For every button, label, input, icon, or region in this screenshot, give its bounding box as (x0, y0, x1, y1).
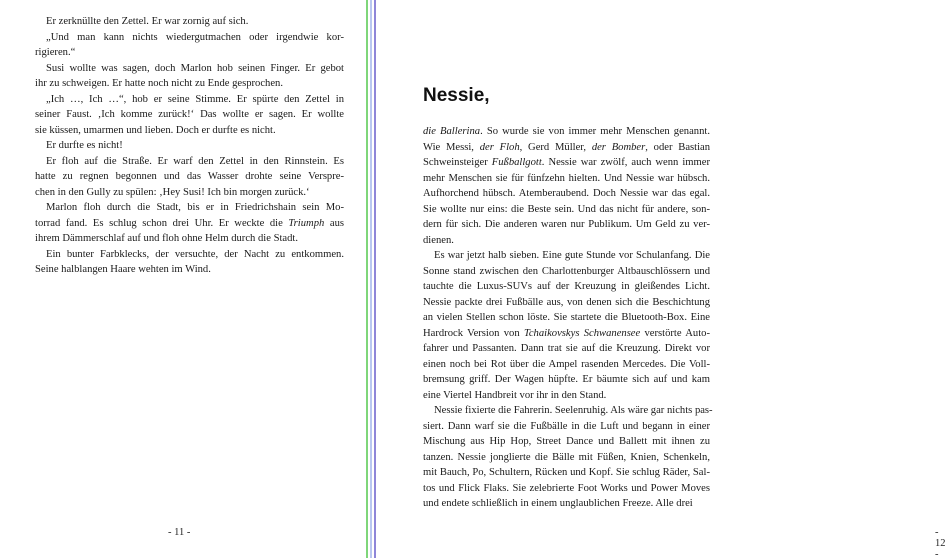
text-line: und endete schließlich in einem unglaublichen Freeze. Alle drei (423, 498, 693, 509)
text-line: Schweinsteiger Fußballgott. Nessie war zwölf, auch wenn immer (423, 157, 711, 168)
text-line: an vielen Stellen schon löste. Sie startete die Bluetooth-Box. Eine (423, 312, 710, 323)
page-number-left: - 11 - (168, 527, 191, 538)
text-line: chen in den Gully zu spülen: ‚Hey Susi! Ich bin morgen zurück.‘ (35, 186, 310, 198)
text-line: dern für sich. Die anderen waren nur Publikum. Um Geld zu ver- (423, 219, 710, 230)
text-line: Er zerknüllte den Zettel. Er war zornig auf sich. (46, 16, 249, 27)
text-line: fahrer und Passanten. Dann trat sie auf die Kreuzung. Direkt vor (423, 343, 710, 354)
left-paragraph (35, 30, 344, 61)
text-line: Nessie packte drei Fußbälle aus, von denen sich die Beschichtung (423, 296, 710, 308)
text-line: siert. Dann warf sie die Fußbälle in die Luft und begann in einer (423, 420, 710, 432)
text-line: Nessie fixierte die Fahrerin. Seelenruhig. Als wäre gar nichts pas- (434, 405, 713, 416)
text-line: Hardrock Version von Tchaikovskys Schwanensee verstörte Auto- (423, 327, 710, 339)
left-page-body (35, 14, 344, 278)
text-line: mit Bauch, Po, Schultern, Rücken und Kopf. Sie schlug Räder, Sal- (423, 467, 710, 478)
left-paragraph (35, 247, 344, 278)
right-paragraph (423, 403, 713, 512)
page-number-right: - 12 - (935, 527, 946, 560)
text-line: Er floh auf die Straße. Er warf den Zettel in den Rinnstein. Es (46, 155, 344, 167)
right-paragraph (423, 124, 710, 248)
text-line: Susi wollte was sagen, doch Marlon hob seinen Finger. Er gebot (46, 62, 344, 74)
right-paragraph (423, 248, 710, 403)
text-line: tanzen. Nessie jonglierte die Bälle mit Füßen, Knien, Schenkeln, (423, 451, 710, 463)
text-line: bremsung griff. Der Wagen hüpfte. Er bäumte sich auf und kam (423, 374, 710, 385)
text-line: Es war jetzt halb sieben. Eine gute Stunde vor Schulanfang. Die (434, 250, 710, 261)
text-line: Ein bunter Farbklecks, der versuchte, der Nacht zu entkommen. (46, 248, 344, 260)
text-line: Marlon floh durch die Stadt, bis er in Friedrichshain sein Mo- (46, 202, 344, 213)
left-paragraph (35, 200, 344, 247)
text-line: seiner Faust. ‚Ich komme zurück!‘ Das wollte er sagen. Er wollte (35, 109, 344, 120)
text-line: die Ballerina. So wurde sie von immer mehr Menschen genannt. (423, 126, 710, 137)
left-paragraph (35, 92, 344, 139)
left-paragraph (35, 154, 344, 201)
text-line: Sie wollte nur eins: die Beste sein. Und das nicht für andere, son- (423, 203, 710, 215)
gutter-line-green (366, 0, 368, 558)
text-line: Wie Messi, der Floh, Gerd Müller, der Bomber, oder Bastian (423, 141, 711, 153)
text-line: „Ich …, Ich …“, hob er seine Stimme. Er spürte den Zettel in (46, 93, 344, 105)
text-line: sie küssen, umarmen und lieben. Doch er durfte es nicht. (35, 124, 276, 136)
right-page-body (423, 124, 713, 512)
text-line: Aufhorchend hübsch. Atemberaubend. Doch Nessie war das egal. (423, 188, 710, 199)
text-line: hatte zu regnen begonnen und das Wasser drohte seine Verspre- (35, 171, 344, 182)
left-paragraph (35, 14, 344, 30)
chapter-heading: Nessie, (423, 85, 490, 106)
text-line: Sonne stand zwischen den Charlottenburger Altbauschlössern und (423, 265, 710, 277)
text-line: ihrem Dämmerschlaf auf und floh ohne Helm durch die Stadt. (35, 233, 299, 244)
text-line: mehr Menschen sie für fünfzehn hielten. Und Nessie war hübsch. (423, 172, 710, 184)
right-page (376, 0, 946, 560)
text-line: torrad fand. Es schlug schon drei Uhr. Er weckte die Triumph aus (35, 217, 344, 229)
left-paragraph (35, 61, 344, 92)
gutter-line-light (370, 0, 372, 558)
left-paragraph (35, 138, 344, 154)
left-page (0, 0, 366, 558)
text-line: einen noch bei Rot über die Ampel rasenden Mercedes. Die Voll- (423, 358, 710, 370)
text-line: tauchte die Luxus-SUVs auf der Kreuzung in gleißendes Licht. (423, 281, 710, 292)
text-line: Er durfte es nicht! (46, 140, 123, 151)
text-line: „Und man kann nichts wiedergutmachen oder irgendwie kor- (46, 31, 344, 43)
text-line: dienen. (423, 234, 454, 246)
text-line: eine Viertel Handbreit vor ihr in den Stand. (423, 389, 607, 401)
text-line: rigieren.“ (35, 47, 76, 58)
text-line: ihr zu schweigen. Er hatte noch nicht zu Ende gesprochen. (35, 78, 283, 89)
text-line: tos und Flick Flaks. Sie zelebrierte Foot Works und Power Moves (423, 482, 710, 494)
text-line: Seine halblangen Haare wehten im Wind. (35, 264, 211, 275)
text-line: Mischung aus Hip Hop, Street Dance und Ballett mit ihnen zu (423, 436, 710, 447)
